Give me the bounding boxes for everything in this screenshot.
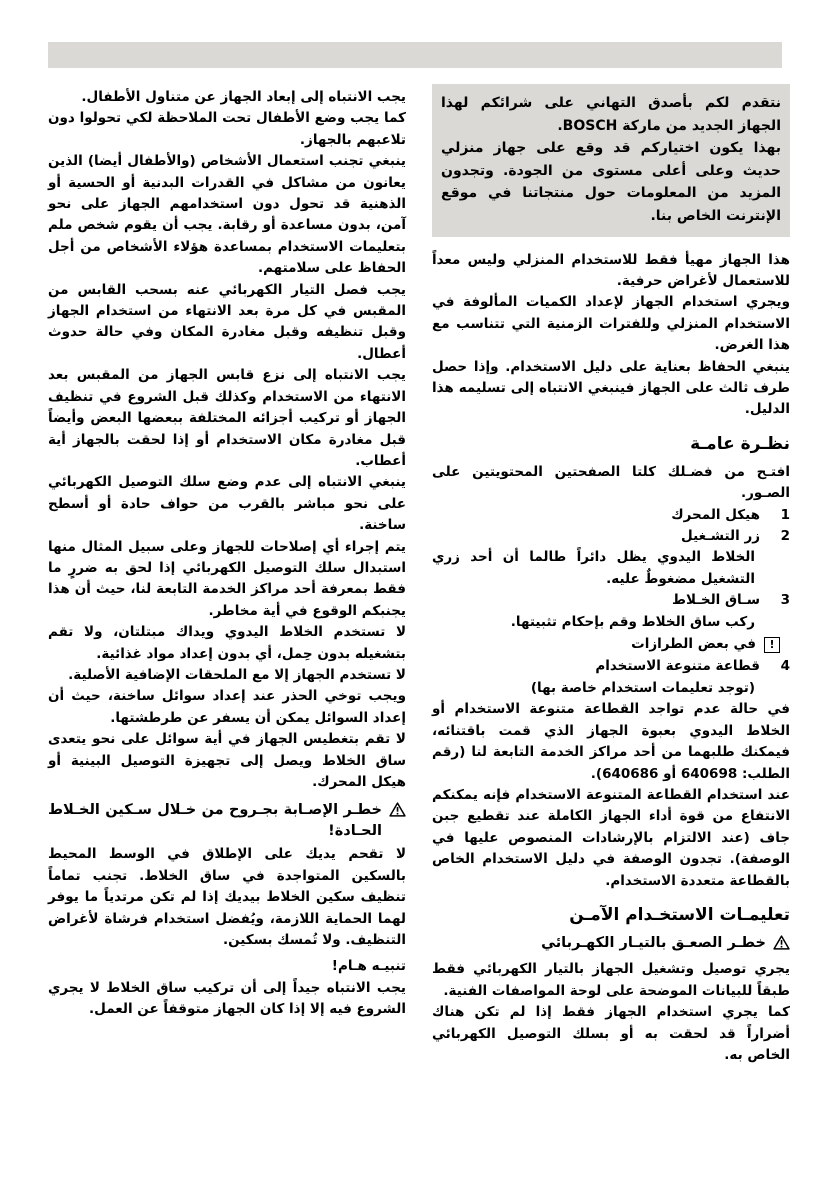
header-bar <box>48 42 782 68</box>
chopper-power-paragraph: عند استخدام القطاعة المتنوعة الاستخدام فإنه يمكنكم الانتفاع من قوة أداء الجهاز الكاملة عند تقطيع جبن جاف (عند الالتزام بالإرشادات المنصوص عليها في الوصفة). تجدون الوصفة في دليل الاستخدام الخاص بالقطاعة متعددة الاستخدام. <box>432 786 790 889</box>
list-item <box>432 526 790 547</box>
item-note: الخلاط اليدوي يظل دائراً طالما أن أحد زري التشغيل مضغوطٌ عليه. <box>432 549 755 587</box>
item-number: 1 <box>780 506 790 523</box>
safety-paragraph: كما يجب وضع الأطفال تحت الملاحظة لكي تحولوا دون تلاعبهم بالجهاز. <box>48 110 406 148</box>
electric-shock-warning <box>432 933 790 957</box>
item-note: ركب ساق الخلاط وقم بإحكام تثبيتها. <box>510 613 755 630</box>
item-title: سـاق الخـلاط <box>671 592 760 609</box>
item-number: 3 <box>780 592 790 609</box>
warning-triangle-icon <box>389 802 406 824</box>
item-number: 2 <box>780 528 790 545</box>
safety-paragraph: يجب الانتباه إلى نزع قابس الجهاز من المقبس بعد الانتهاء من الاستخدام وكذلك قبل الشروع في تنظيف الجهاز أو تركيب أجزائه المختلفة ببعضها البعض وأيضاً قبل مغادرة مكان الاستخدام أو إذا لحقت بالجهاز أية أعطاب. <box>48 367 406 469</box>
safety-heading: تعليمـات الاستخـدام الآمـن <box>569 904 790 925</box>
safety-paragraph: ويجب توخي الحذر عند إعداد سوائل ساخنة، حيث أن إعداد السوائل يمكن أن يسفر عن طرطشتها. <box>48 688 406 726</box>
item-note: (توجد تعليمات استخدام خاصة بها) <box>530 679 755 696</box>
blade-injury-warning <box>48 800 406 842</box>
congratulations-text-1: نتقدم لكم بأصدق التهاني على شرائكم لهذا الجهاز الجديد من ماركة BOSCH. <box>441 95 781 134</box>
safety-paragraph: يجب الانتباه إلى إبعاد الجهاز عن متناول الأطفال. <box>81 89 406 105</box>
overview-heading: نظـرة عامـة <box>690 433 790 454</box>
exclamation-box-icon: ! <box>764 637 780 653</box>
ordering-paragraph: في حالة عدم تواجد القطاعة متنوعة الاستخدام أو الخلاط اليدوي بعبوة الجهاز الذي قمت باقتنائه، فيمكنك طلبهما من أحد مراكز الخدمة التابعة لنا (رقم الطلب: 640698 أو 640686). <box>432 701 790 782</box>
congratulations-box <box>432 84 790 237</box>
item-number: 4 <box>780 658 790 675</box>
item-title: قطاعة متنوعة الاستخدام <box>595 658 760 675</box>
left-column <box>48 84 406 1066</box>
blade-warning-text: لا تقحم يديك على الإطلاق في الوسط المحيط بالسكين المتواجدة في ساق الخلاط. تجنب تماماً تنظيف سكين الخلاط بيديك إذا لم تكن مرتدياً ما يوفر لهما الحماية اللازمة، ويُفضل استخدام فرشاة لأغراض التنظيف. ولا تُمسك بسكين. <box>48 846 406 949</box>
safety-paragraph: ينبغي تجنب استعمال الأشخاص (والأطفال أيضا) الذين يعانون من مشاكل في القدرات البدنية أو الحسية أو الذهنية قد تحول دون استخدامهم الجهاز على نحو آمن، بدون مساعدة أو رقابة. يجب أن يقوم شخص ملم بتعليمات الاستخدام بمساعدة هؤلاء الأشخاص من أجل الحفاظ على سلامتهم. <box>48 153 406 277</box>
safety-paragraph: كما يجري استخدام الجهاز فقط إذا لم تكن هناك أضراراً قد لحقت به أو بسلك التوصيل الكهربائي الخاص به. <box>432 1004 790 1063</box>
congratulations-text-2: بهذا يكون اختياركم قد وقع على جهاز منزلي حديث وعلى أعلى مستوى من الجودة. وتجدون المزيد من المعلومات حول منتجاتنا في موقع الإنترنت الخاص بنا. <box>441 140 781 224</box>
warning-triangle-icon <box>773 935 790 957</box>
warning-title: خطـر الإصـابة بجـروح من خـلال سـكين الخـلاط الحـادة! <box>48 802 382 840</box>
models-note-row <box>432 634 790 655</box>
safety-paragraph: لا تستخدم الخلاط اليدوي ويداك مبتلتان، ولا تقم بتشغيله بدون حِمل، أي بدون إعداد مواد غذائية. <box>48 624 406 662</box>
safety-paragraph: يتم إجراء أي إصلاحات للجهاز وعلى سبيل المثال منها استبدال سلك التوصيل الكهربائي إذا لحق به ضررٍ ما فقط بمعرفة أحد مراكز الخدمة التابعة لنا، حيث أن هذا يجنبكم الوقوع في أية مخاطر. <box>48 538 406 619</box>
list-item <box>432 656 790 677</box>
usage-paragraph: هذا الجهاز مهيأ فقط للاستخدام المنزلي وليس معداً للاستعمال لأغراض حرفية. <box>432 251 790 289</box>
models-note: في بعض الطرازات <box>631 636 756 653</box>
content-columns <box>48 84 790 1066</box>
safety-paragraph: يجري توصيل وتشغيل الجهاز بالتيار الكهربائي فقط طبقاً للبيانات الموضحة على لوحة المواصفات الفنية. <box>432 961 790 999</box>
item-title: زر التشـغيل <box>681 528 760 545</box>
safety-paragraph: ينبغي الانتباه إلى عدم وضع سلك التوصيل الكهربائي على نحو مباشر بالقرب من حواف حادة أو أسطح ساخنة. <box>48 474 406 534</box>
usage-paragraph: ينبغي الحفاظ بعناية على دليل الاستخدام. وإذا حصل طرف ثالث على الجهاز فينبغي الانتباه إلى تسليمه هذا الدليل. <box>432 358 790 418</box>
item-title: هيكل المحرك <box>671 506 760 523</box>
list-item <box>432 590 790 611</box>
overview-intro: افتـح من فضـلك كلتا الصفحتين المحتويتين على الصـور. <box>432 463 790 502</box>
safety-paragraph: يجب فصل التيار الكهربائي عنه بسحب القابس من المقبس في كل مرة بعد الانتهاء من استخدام الجهاز وقبل تنظيفه وقبل مغادرة المكان وفي حالة حدوث أعطال. <box>48 281 406 362</box>
right-column <box>432 84 790 1066</box>
important-notice-text: يجب الانتباه جيداً إلى أن تركيب ساق الخلاط لا يجري الشروع فيه إلا إذا كان الجهاز متوقفاً عن العمل. <box>48 979 406 1018</box>
warning-title: خطـر الصعـق بالتيـار الكهـربائي <box>541 934 766 951</box>
list-item <box>432 505 790 526</box>
safety-paragraph: لا تقم بتغطيس الجهاز في أية سوائل على نحو يتعدى ساق الخلاط ويصل إلى تجهيزة التوصيل البينية أو هيكل المحرك. <box>48 731 406 790</box>
important-notice-title: تنبيـه هـام! <box>331 958 406 975</box>
usage-paragraph: ويجري استخدام الجهاز لإعداد الكميات المألوفة في الاستخدام المنزلي وللفترات الزمنية التي تتناسب مع هذا الغرض. <box>432 294 790 354</box>
safety-paragraph: لا تستخدم الجهاز إلا مع الملحقات الإضافية الأصلية. <box>68 666 406 683</box>
